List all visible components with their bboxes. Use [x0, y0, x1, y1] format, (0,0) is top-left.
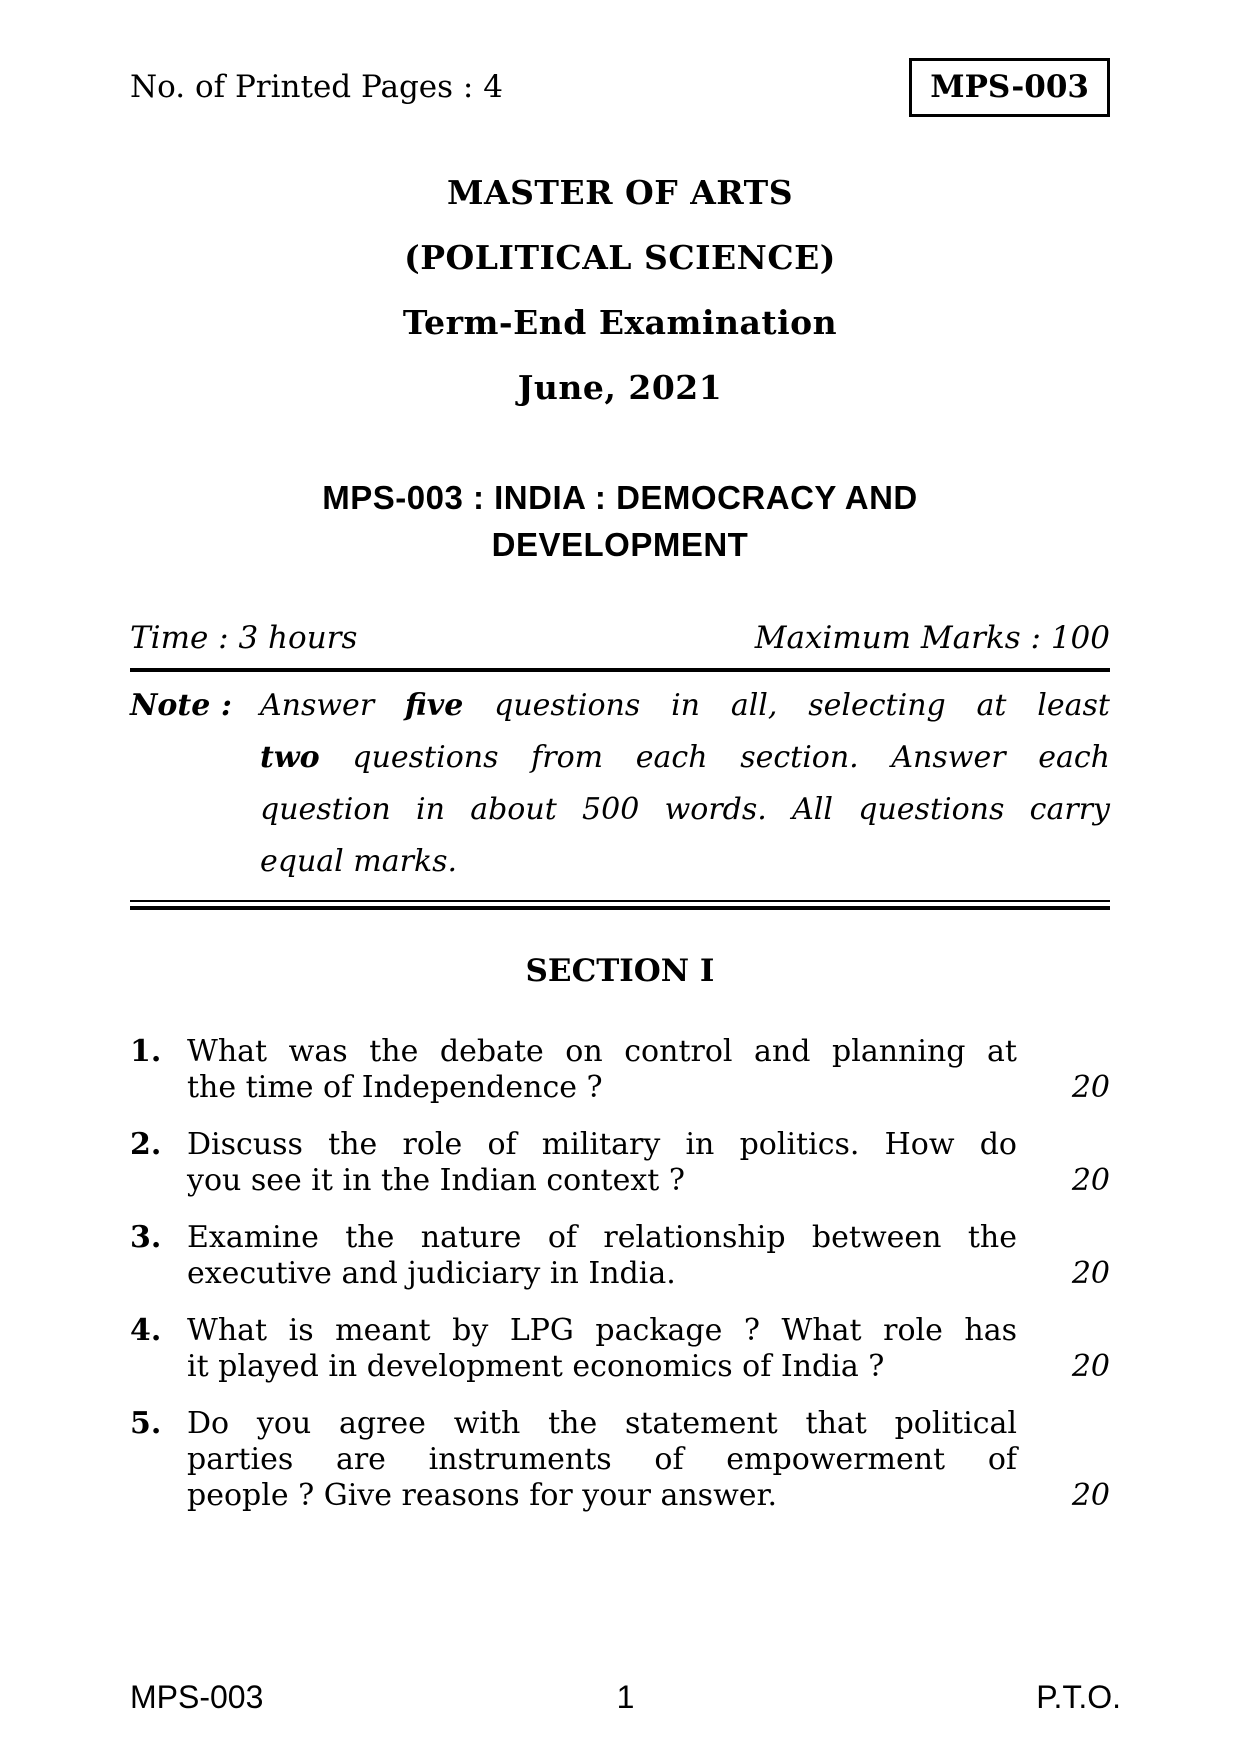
note-block	[130, 680, 1110, 888]
printed-pages-label: No. of Printed Pages : 4	[130, 69, 503, 105]
note-line-2	[260, 732, 1110, 784]
note-line-3: question in about 500 words. All questions carry	[260, 792, 1110, 827]
note-text	[260, 680, 1110, 888]
note-label: Note :	[130, 688, 232, 723]
degree-title: MASTER OF ARTS	[446, 173, 794, 212]
note-line-1	[260, 680, 1110, 732]
question-item-2	[130, 1127, 1110, 1199]
note-bold-five: five	[404, 688, 464, 723]
question-line: you see it in the Indian context ?	[187, 1163, 685, 1198]
page-footer	[130, 1678, 1121, 1716]
question-marks: 20	[1071, 1349, 1110, 1384]
exam-title-block	[130, 160, 1110, 420]
footer-paper-code: MPS-003	[130, 1679, 264, 1715]
question-number: 4.	[130, 1313, 162, 1348]
paper-code-box	[909, 58, 1110, 117]
programme-title: (POLITICAL SCIENCE)	[404, 238, 836, 277]
question-item-4	[130, 1313, 1110, 1385]
question-marks: 20	[1071, 1070, 1110, 1105]
question-text	[187, 1127, 1110, 1199]
paper-code-text: MPS-003	[930, 69, 1089, 105]
note-text-segment: questions in all, selecting at least	[494, 688, 1110, 723]
question-last-line-row	[187, 1349, 1110, 1385]
question-marks: 20	[1071, 1256, 1110, 1291]
question-line: the time of Independence ?	[187, 1070, 603, 1105]
note-bold-two: two	[260, 740, 320, 775]
question-marks: 20	[1071, 1478, 1110, 1513]
question-text	[187, 1406, 1110, 1514]
question-list	[130, 1034, 1110, 1514]
question-line: What is meant by LPG package ? What role has	[187, 1313, 1017, 1348]
exam-meta-row	[130, 618, 1110, 658]
course-title-line-1: MPS-003 : INDIA : DEMOCRACY AND	[322, 479, 918, 516]
time-allowed-label: Time : 3 hours	[130, 620, 358, 656]
question-text	[187, 1220, 1110, 1292]
course-title	[130, 474, 1110, 568]
note-text-segment: questions from each section. Answer each	[352, 740, 1110, 775]
question-item-5	[130, 1406, 1110, 1514]
question-line: What was the debate on control and planning at	[187, 1034, 1017, 1069]
question-text	[187, 1034, 1110, 1106]
question-last-line-row	[187, 1070, 1110, 1106]
question-number: 5.	[130, 1406, 162, 1441]
question-number: 3.	[130, 1220, 162, 1255]
footer-pto: P.T.O.	[1036, 1679, 1121, 1715]
question-last-line-row	[187, 1478, 1110, 1514]
question-line: executive and judiciary in India.	[187, 1256, 676, 1291]
question-line: Examine the nature of relationship between the	[187, 1220, 1017, 1255]
section-title: SECTION I	[525, 953, 715, 989]
note-line-4: equal marks.	[260, 844, 458, 879]
note-text-segment: Answer	[260, 688, 375, 723]
question-last-line-row	[187, 1163, 1110, 1199]
question-line: Discuss the role of military in politics. How do	[187, 1127, 1017, 1162]
double-divider	[130, 900, 1110, 910]
question-text	[187, 1313, 1110, 1385]
question-line: parties are instruments of empowerment of	[187, 1442, 1017, 1477]
question-marks: 20	[1071, 1163, 1110, 1198]
exam-session: June, 2021	[517, 368, 723, 407]
question-last-line-row	[187, 1256, 1110, 1292]
question-line: people ? Give reasons for your answer.	[187, 1478, 778, 1513]
max-marks-label: Maximum Marks : 100	[754, 620, 1110, 656]
question-line: it played in development economics of India ?	[187, 1349, 885, 1384]
question-number: 1.	[130, 1034, 162, 1069]
page-header	[130, 58, 1110, 134]
question-number: 2.	[130, 1127, 162, 1162]
question-line: Do you agree with the statement that political	[187, 1406, 1017, 1441]
question-item-3	[130, 1220, 1110, 1292]
question-item-1	[130, 1034, 1110, 1106]
footer-page-number: 1	[616, 1679, 635, 1715]
single-divider	[130, 668, 1110, 672]
course-title-line-2: DEVELOPMENT	[491, 526, 749, 563]
exam-type-title: Term-End Examination	[402, 303, 838, 342]
